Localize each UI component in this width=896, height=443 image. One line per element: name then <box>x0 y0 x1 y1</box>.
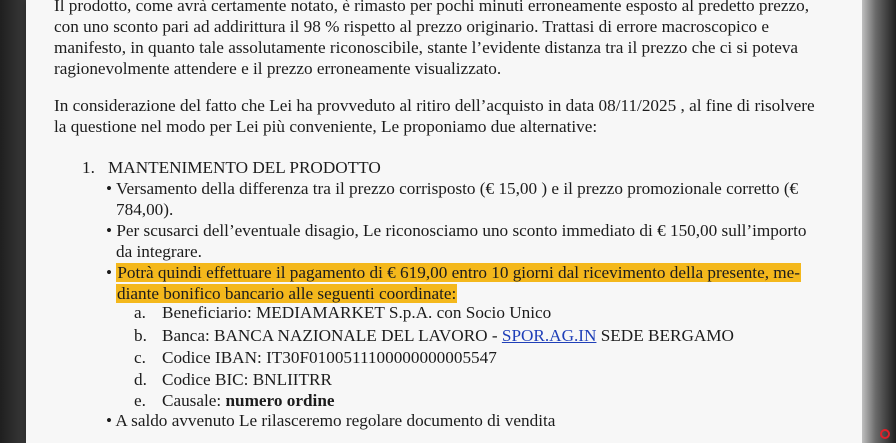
bullet-line-highlighted <box>106 283 826 304</box>
coordinate-text: SEDE BERGAMO <box>596 326 734 345</box>
coordinate-text: Beneficiario: MEDIAMARKET S.p.A. con Socio Unico <box>162 303 552 322</box>
bullet-symbol: • <box>106 263 113 282</box>
bank-branch-link[interactable]: SPOR.AG.IN <box>501 326 597 345</box>
section-heading <box>82 157 381 178</box>
list-letter: d. <box>134 370 147 389</box>
bullet-line: • Per scusarci dell’eventuale disagio, Le riconosciamo uno sconto immediato di € 150,00 sull’importo <box>106 221 807 240</box>
bullet-payment-instructions <box>106 262 826 304</box>
list-letter: b. <box>134 326 147 345</box>
list-letter: e. <box>134 391 146 410</box>
text-line: manifesto, in quanto tale assolutamente riconoscibile, stante l’evidente distanza tra il prezzo che ci si poteva <box>54 38 799 57</box>
text-line: In considerazione del fatto che Lei ha provveduto al ritiro dell’acquisto in data 08/11/2025 , al fine di risolvere <box>54 96 815 115</box>
text-line: la questione nel modo per Lei più conveniente, Le proponiamo due alternative: <box>54 117 598 136</box>
highlighted-text: Potrà quindi effettuare il pagamento di € 619,00 entro 10 giorni dal ricevimento della presente, me- <box>117 263 801 282</box>
text-line: con uno sconto pari ad addirittura il 98 % rispetto al prezzo originario. Trattasi di errore macroscopico e <box>54 17 769 36</box>
bullet-sales-document <box>106 410 826 431</box>
document-page <box>26 0 866 443</box>
bullet-difference-payment <box>106 178 826 220</box>
causale-value: numero ordine <box>225 391 335 410</box>
record-indicator-icon <box>880 429 890 439</box>
section-title: MANTENIMENTO DEL PRODOTTO <box>108 158 381 177</box>
bullet-line: • A saldo avvenuto Le rilasceremo regolare documento di vendita <box>106 411 556 430</box>
coordinate-text: Codice BIC: BNLIITRR <box>162 370 332 389</box>
list-letter: a. <box>134 303 146 322</box>
highlighted-text: diante bonifico bancario alle seguenti coordinate: <box>117 284 457 303</box>
coordinate-beneficiary <box>134 302 551 323</box>
text-line: Il prodotto, come avrà certamente notato, è rimasto per pochi minuti erroneamente esposto al predetto prezzo, <box>54 0 810 15</box>
right-frame-edge <box>862 0 896 443</box>
bullet-line: 784,00). <box>116 200 174 219</box>
paragraph-error-notice <box>54 0 834 79</box>
bullet-line: • Versamento della differenza tra il prezzo corrisposto (€ 15,00 ) e il prezzo promozionale corretto (€ <box>106 179 799 198</box>
coordinate-text: Banca: BANCA NAZIONALE DEL LAVORO - <box>162 326 502 345</box>
paragraph-alternatives <box>54 95 834 137</box>
list-letter: c. <box>134 348 146 367</box>
text-line: ragionevolmente attendere e il prezzo erroneamente visualizzato. <box>54 59 502 78</box>
bullet-line-highlighted <box>106 262 826 283</box>
bullet-discount <box>106 220 826 262</box>
coordinate-causale <box>134 390 335 411</box>
coordinate-text: Codice IBAN: IT30F0100511100000000005547 <box>162 348 497 367</box>
coordinate-iban <box>134 347 497 368</box>
bullet-line: da integrare. <box>116 242 202 261</box>
coordinate-bic <box>134 369 332 390</box>
section-number: 1. <box>82 158 95 177</box>
coordinate-bank <box>134 325 734 346</box>
coordinate-text: Causale: <box>162 391 226 410</box>
left-frame-edge <box>0 0 26 443</box>
